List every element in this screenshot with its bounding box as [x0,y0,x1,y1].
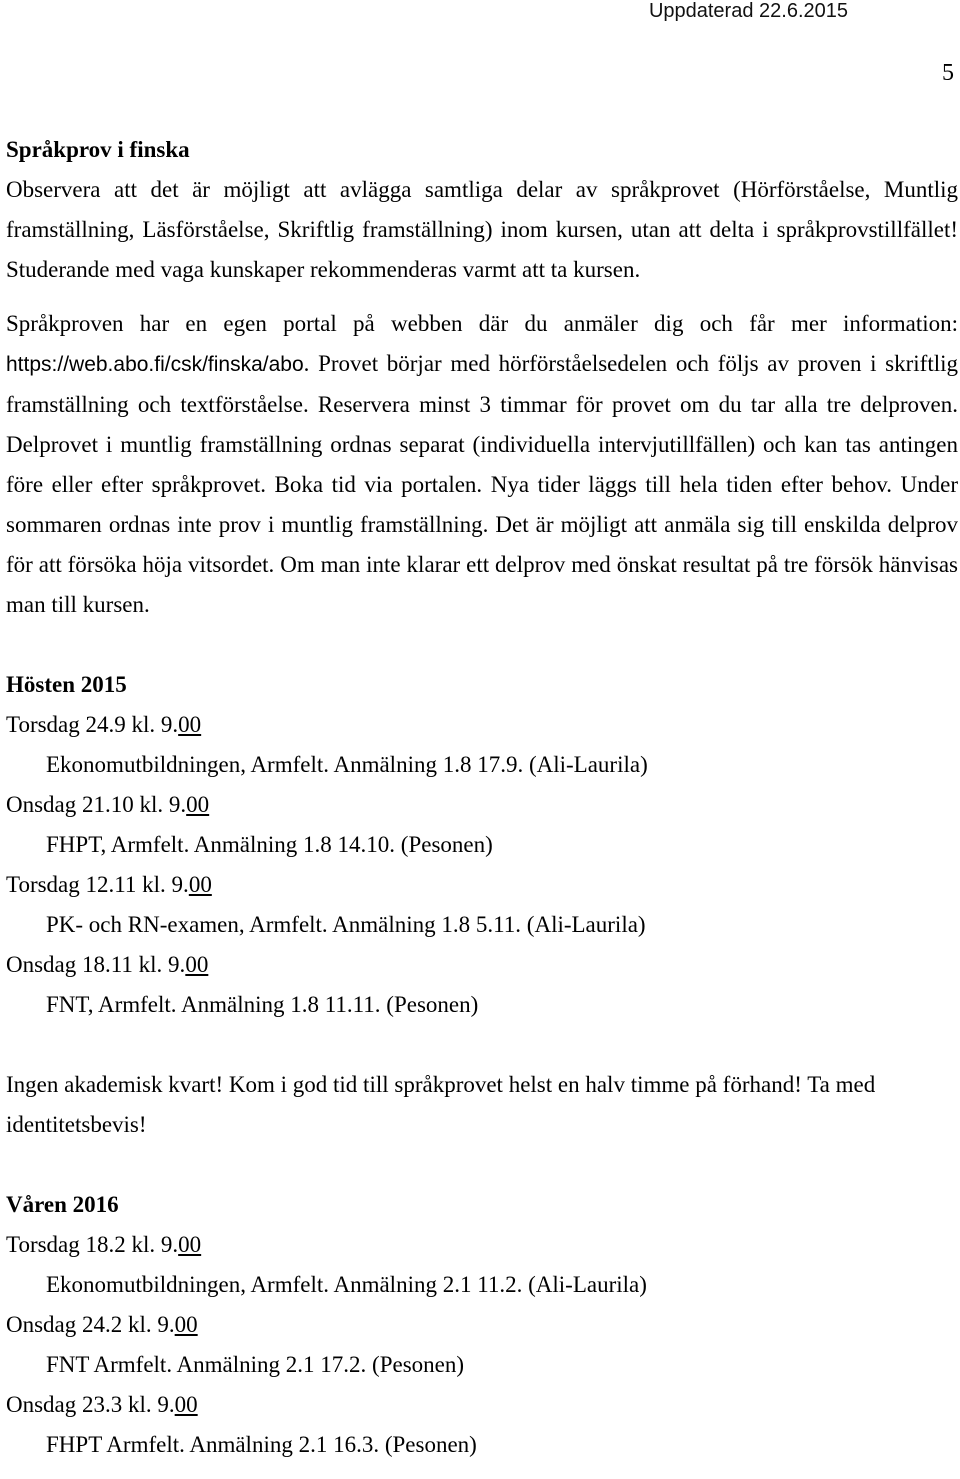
spring-title: Våren 2016 [6,1192,119,1217]
autumn-title: Hösten 2015 [6,672,127,697]
portal-url-link[interactable]: https://web.abo.fi/csk/finska/abo [6,353,304,376]
session-detail: FNT Armfelt. Anmälning 2.1 17.2. (Pesonen) [46,1352,465,1377]
spring-sessions [6,1225,958,1465]
portal-text-before: Språkproven har en egen portal på webben där du anmäler dig och får mer information: [6,311,958,336]
session-date: Onsdag 24.2 kl. 9.00 [6,1312,198,1337]
page-number: 5 [942,60,954,86]
session-date: Torsdag 18.2 kl. 9.00 [6,1232,202,1257]
session-detail: Ekonomutbildningen, Armfelt. Anmälning 1.8 17.9. (Ali-Laurila) [46,752,648,777]
session-date: Onsdag 23.3 kl. 9.00 [6,1392,198,1417]
session-date: Onsdag 21.10 kl. 9.00 [6,792,210,817]
document-body [6,130,958,1465]
portal-paragraph [6,304,958,625]
session-date: Torsdag 24.9 kl. 9.00 [6,712,202,737]
autumn-sessions [6,705,958,1025]
portal-text-after: . Provet börjar med hörförståelsedelen och följs av proven i skriftlig framställning och textförståelse. Reservera minst 3 timmar för provet om du tar alla tre delproven. Delprovet i muntlig framställning ordnas separat (individuella intervjutillfällen) och kan tas antingen före eller efter språkprovet. Boka tid via portalen. Nya tider läggs till hela tiden efter behov. Under sommaren ordnas inte prov i muntlig framställning. Det är möjligt att anmäla sig till enskilda delprov för att försöka höja vitsordet. Om man inte klarar ett delprov med önskat resultat på tre försök hänvisas man till kursen. [6,351,958,617]
session-detail: FHPT, Armfelt. Anmälning 1.8 14.10. (Pesonen) [46,832,493,857]
note-paragraph: Ingen akademisk kvart! Kom i god tid till språkprovet helst en halv timme på förhand! Ta med identitetsbevis! [6,1072,876,1137]
session-detail: Ekonomutbildningen, Armfelt. Anmälning 2.1 11.2. (Ali-Laurila) [46,1272,647,1297]
intro-paragraph: Observera att det är möjligt att avlägga samtliga delar av språkprovet (Hörförståelse, Muntlig framställning, Läsförståelse, Skriftlig framställning) inom kursen, utan att delta i språkprovstillfället! Studerande med vaga kunskaper rekommenderas varmt att ta kursen. [6,177,958,282]
updated-date: Uppdaterad 22.6.2015 [648,0,848,22]
section-title: Språkprov i finska [6,137,190,162]
session-detail: FHPT Armfelt. Anmälning 2.1 16.3. (Pesonen) [46,1432,477,1457]
session-detail: FNT, Armfelt. Anmälning 1.8 11.11. (Pesonen) [46,992,479,1017]
session-detail: PK- och RN-examen, Armfelt. Anmälning 1.8 5.11. (Ali-Laurila) [46,912,646,937]
session-date: Onsdag 18.11 kl. 9.00 [6,952,209,977]
session-date: Torsdag 12.11 kl. 9.00 [6,872,212,897]
